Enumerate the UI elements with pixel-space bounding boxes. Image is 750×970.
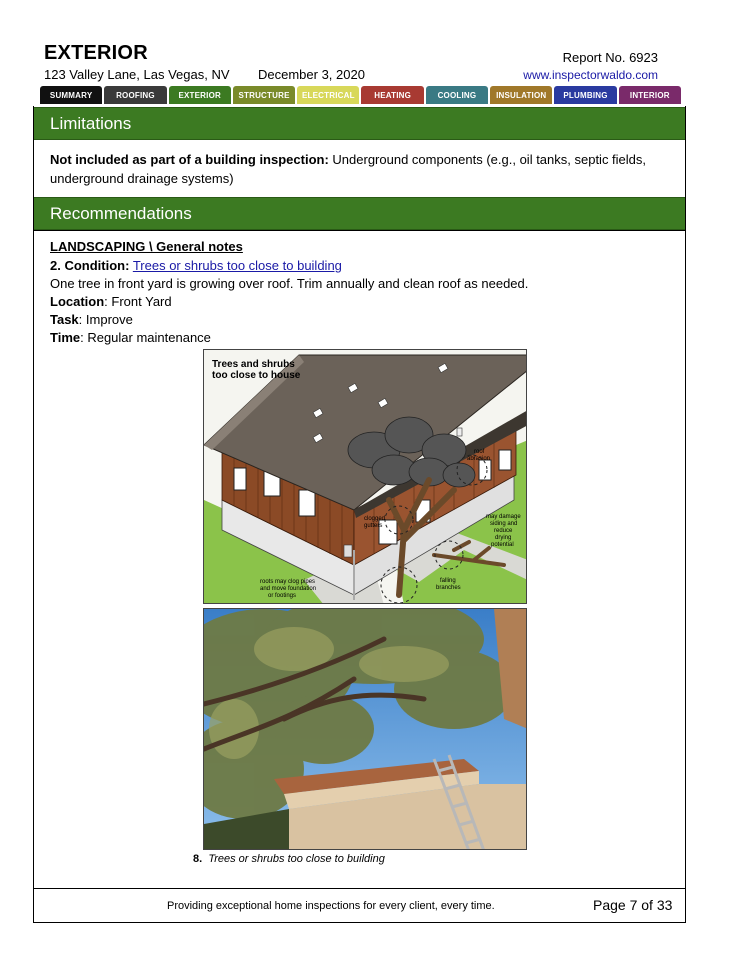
website-link[interactable]: www.inspectorwaldo.com: [523, 68, 658, 82]
condition-link[interactable]: Trees or shrubs too close to building: [132, 258, 342, 273]
recommendations-heading-text: Recommendations: [50, 203, 192, 223]
location-value: : Front Yard: [104, 294, 172, 309]
limitations-heading-text: Limitations: [50, 113, 132, 133]
limitations-bold: Not included as part of a building inspection:: [50, 152, 329, 167]
label-roof-abrasion-1: roof: [474, 449, 485, 455]
property-address: 123 Valley Lane, Las Vegas, NV: [44, 67, 230, 82]
label-falling-2: branches: [436, 585, 461, 591]
label-gutters-1: clogged: [364, 516, 386, 522]
tree-photo: [203, 608, 527, 850]
label-gutters-2: gutters: [364, 523, 383, 529]
label-damage-2: siding and: [490, 521, 518, 527]
limitations-text: [50, 150, 680, 188]
time-line: [50, 329, 211, 347]
limitations-body: Underground components (e.g., oil tanks, septic fields, underground drainage systems): [50, 152, 647, 186]
tab-plumbing[interactable]: PLUMBING: [554, 86, 616, 104]
label-roots-1: roots may clog pipes: [260, 579, 316, 585]
tab-cooling[interactable]: COOLING: [426, 86, 488, 104]
condition-description: One tree in front yard is growing over roof. Trim annually and clean roof as needed.: [50, 276, 529, 291]
tab-interior[interactable]: INTERIOR: [619, 86, 681, 104]
label-damage-5: potential: [491, 542, 514, 548]
location-label: Location: [50, 294, 105, 309]
diagram-title-line1: Trees and shrubs: [212, 359, 295, 370]
time-label: Time: [50, 330, 81, 345]
tab-structure[interactable]: STRUCTURE: [233, 86, 295, 104]
report-number: Report No. 6923: [562, 50, 658, 65]
house-diagram: [203, 349, 527, 604]
section-tabs: [40, 86, 681, 104]
label-roots-2: and move foundation: [260, 586, 317, 592]
label-damage-1: may damage: [486, 514, 521, 520]
divider: [34, 230, 685, 231]
tab-heating[interactable]: HEATING: [361, 86, 423, 104]
tab-roofing[interactable]: ROOFING: [104, 86, 166, 104]
task-label: Task: [50, 312, 79, 327]
category-heading: LANDSCAPING \ General notes: [50, 239, 243, 254]
condition-line: [50, 257, 342, 275]
photo-caption: [193, 853, 385, 865]
task-line: [50, 311, 133, 329]
location-line: [50, 293, 172, 311]
caption-number: 8.: [193, 853, 203, 865]
caption-text: Trees or shrubs too close to building: [208, 853, 385, 865]
time-value: : Regular maintenance: [80, 330, 211, 345]
label-damage-4: drying: [495, 535, 512, 541]
diagram-title-line2: too close to house: [212, 370, 301, 381]
label-damage-3: reduce: [494, 528, 513, 534]
footer-tagline: Providing exceptional home inspections for every client, every time.: [167, 900, 495, 912]
tab-electrical[interactable]: ELECTRICAL: [297, 86, 359, 104]
inspection-date: December 3, 2020: [258, 67, 365, 82]
tab-exterior[interactable]: EXTERIOR: [169, 86, 231, 104]
footer-divider: [34, 888, 685, 889]
task-value: : Improve: [78, 312, 133, 327]
recommendations-heading: [34, 197, 685, 230]
label-roof-abrasion-2: abrasion: [467, 456, 491, 462]
tab-insulation[interactable]: INSULATION: [490, 86, 552, 104]
page-number: Page 7 of 33: [593, 897, 673, 913]
label-roots-3: or footings: [268, 593, 297, 599]
page-title: EXTERIOR: [44, 42, 148, 64]
label-falling-1: falling: [440, 578, 456, 584]
condition-label: 2. Condition:: [50, 258, 130, 273]
limitations-heading: [34, 107, 685, 140]
tab-summary[interactable]: SUMMARY: [40, 86, 102, 104]
